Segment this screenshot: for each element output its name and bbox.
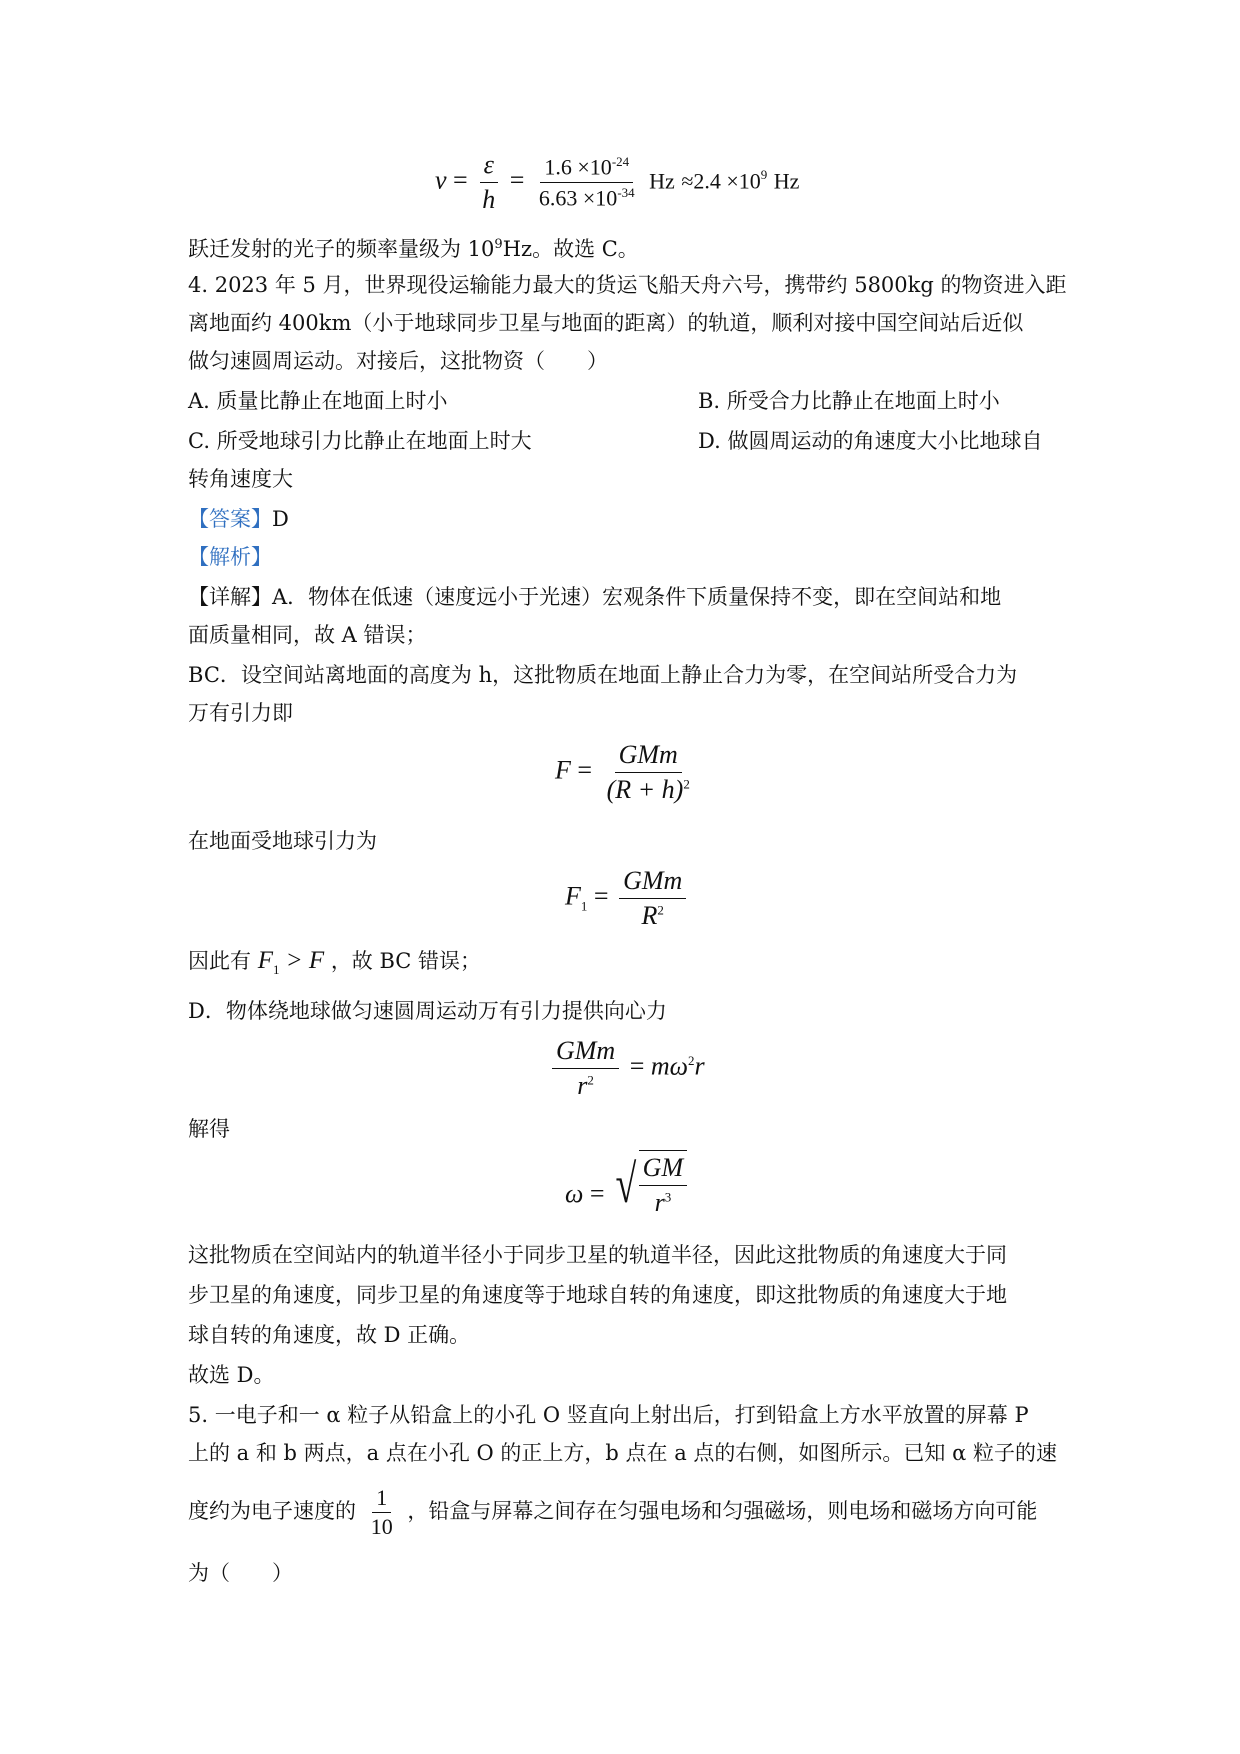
answer-label: 【答案】 [188,507,272,531]
gmm-over-r-plus-h-squared: $\frac{\text{GMm}}{(R + h)^2}$ [606,740,690,804]
gravity-equation-ground: $F_1$ = $\frac{\text{GMm}}{R^2}$ [565,866,690,931]
q5-line-3: 度约为电子速度的 $\frac{1}{10}$ ，铅盒与屏幕之间存在匀强电场和匀强磁场，则电场和磁场方向可能 [188,1485,1038,1539]
q4-options-row-1 [188,386,1058,416]
q4-answer [188,504,1058,534]
q5-line-1: 5. 一电子和一 α 粒子从铅盒上的小孔 O 竖直向上射出后，打到铅盒上方水平放置的屏幕 P [188,1403,1029,1427]
solve-line: 解得 [188,1117,230,1141]
q4-option-d: D. 做圆周运动的角速度大小比地球自 [698,429,1043,453]
conclusion-line-2: 步卫星的角速度，同步卫星的角速度等于地球自转的角速度，即这批物质的角速度大于地 [188,1283,1007,1307]
bc-line-1: BC．设空间站离地面的高度为 h，这批物质在地面上静止合力为零，在空间站所受合力为 [188,663,1018,687]
compare-line: 因此有 $F_1 > F$ ，故 BC 错误； [188,947,482,977]
compare-math: $F_1 > F$ [257,947,325,977]
sqrt-sign-icon: √ [615,1154,637,1214]
q4-options-row-2 [188,426,1058,456]
omega-equation: ω = √ $\frac{GM}{r^3}$ [565,1150,691,1218]
q5-line-2: 上的 a 和 b 两点，a 点在小孔 O 的正上方，b 点在 a 点的右侧，如图所示。已知 α 粒子的速 [188,1441,1057,1465]
conclusion-line-3: 球自转的角速度，故 D 正确。 [188,1323,471,1347]
q3-conclusion: 跃迁发射的光子的频率量级为 $10^9Hz$。故选 C。 [188,237,639,261]
q4-stem-line-1: 4. 2023 年 5 月，世界现役运输能力最大的货运飞船天舟六号，携带约 5800kg 的物资进入距 [188,273,1067,297]
q4-stem-line-3: 做匀速圆周运动。对接后，这批物资（ ） [188,349,608,373]
q4-option-d-line-2: 转角速度大 [188,467,293,491]
d-analysis-line: D．物体绕地球做匀速圆周运动万有引力提供向心力 [188,999,667,1023]
analysis-label: 【解析】 [188,545,272,569]
q4-final-choice: 故选 D。 [188,1363,275,1387]
answer-value: D [272,507,289,531]
gmm-over-r-squared-small: $\frac{\text{GMm}}{r^2}$ [552,1036,619,1101]
conclusion-line-1: 这批物质在空间站内的轨道半径小于同步卫星的轨道半径，因此这批物质的角速度大于同 [188,1243,1007,1267]
numeric-fraction: $\frac{1.6 \times 10^{-24}}{6.63 \times 10^{-34}}$ [538,153,635,211]
q4-option-c: C. 所受地球引力比静止在地面上时大 [188,429,532,453]
nu-symbol: ν [435,165,447,195]
ground-gravity-line: 在地面受地球引力为 [188,829,377,853]
frequency-equation: ν = $\frac{\varepsilon}{h}$ = $\frac{1.6 \times 10^{-24}}{6.63 \times 10^{-34}}$ $Hz \approx 2.4 \times 10^9$ Hz [435,150,800,214]
sqrt-expression: √ $\frac{GM}{r^3}$ [611,1150,691,1218]
one-tenth-fraction: $\frac{1}{10}$ [370,1485,393,1539]
bc-line-2: 万有引力即 [188,701,293,725]
detail-line-2: 面质量相同，故 A 错误； [188,623,427,647]
q4-option-b: B. 所受合力比静止在地面上时小 [698,389,1000,413]
q5-line-4: 为（ ） [188,1561,293,1585]
gmm-over-r-squared: $\frac{\text{GMm}}{R^2}$ [619,866,686,931]
detail-line-1: 【详解】A．物体在低速（速度远小于光速）宏观条件下质量保持不变，即在空间站和地 [188,585,1002,609]
q4-stem-line-2: 离地面约 400km（小于地球同步卫星与地面的距离）的轨道，顺利对接中国空间站后近似 [188,311,1024,335]
gravity-equation-orbit: F = $\frac{\text{GMm}}{(R + h)^2}$ [555,740,698,805]
q4-option-a: A. 质量比静止在地面上时小 [188,389,448,413]
centripetal-equation: $\frac{\text{GMm}}{r^2}$ = $m\omega^2r$ [548,1036,705,1101]
eps-over-h-fraction: $\frac{\varepsilon}{h}$ [478,150,499,215]
